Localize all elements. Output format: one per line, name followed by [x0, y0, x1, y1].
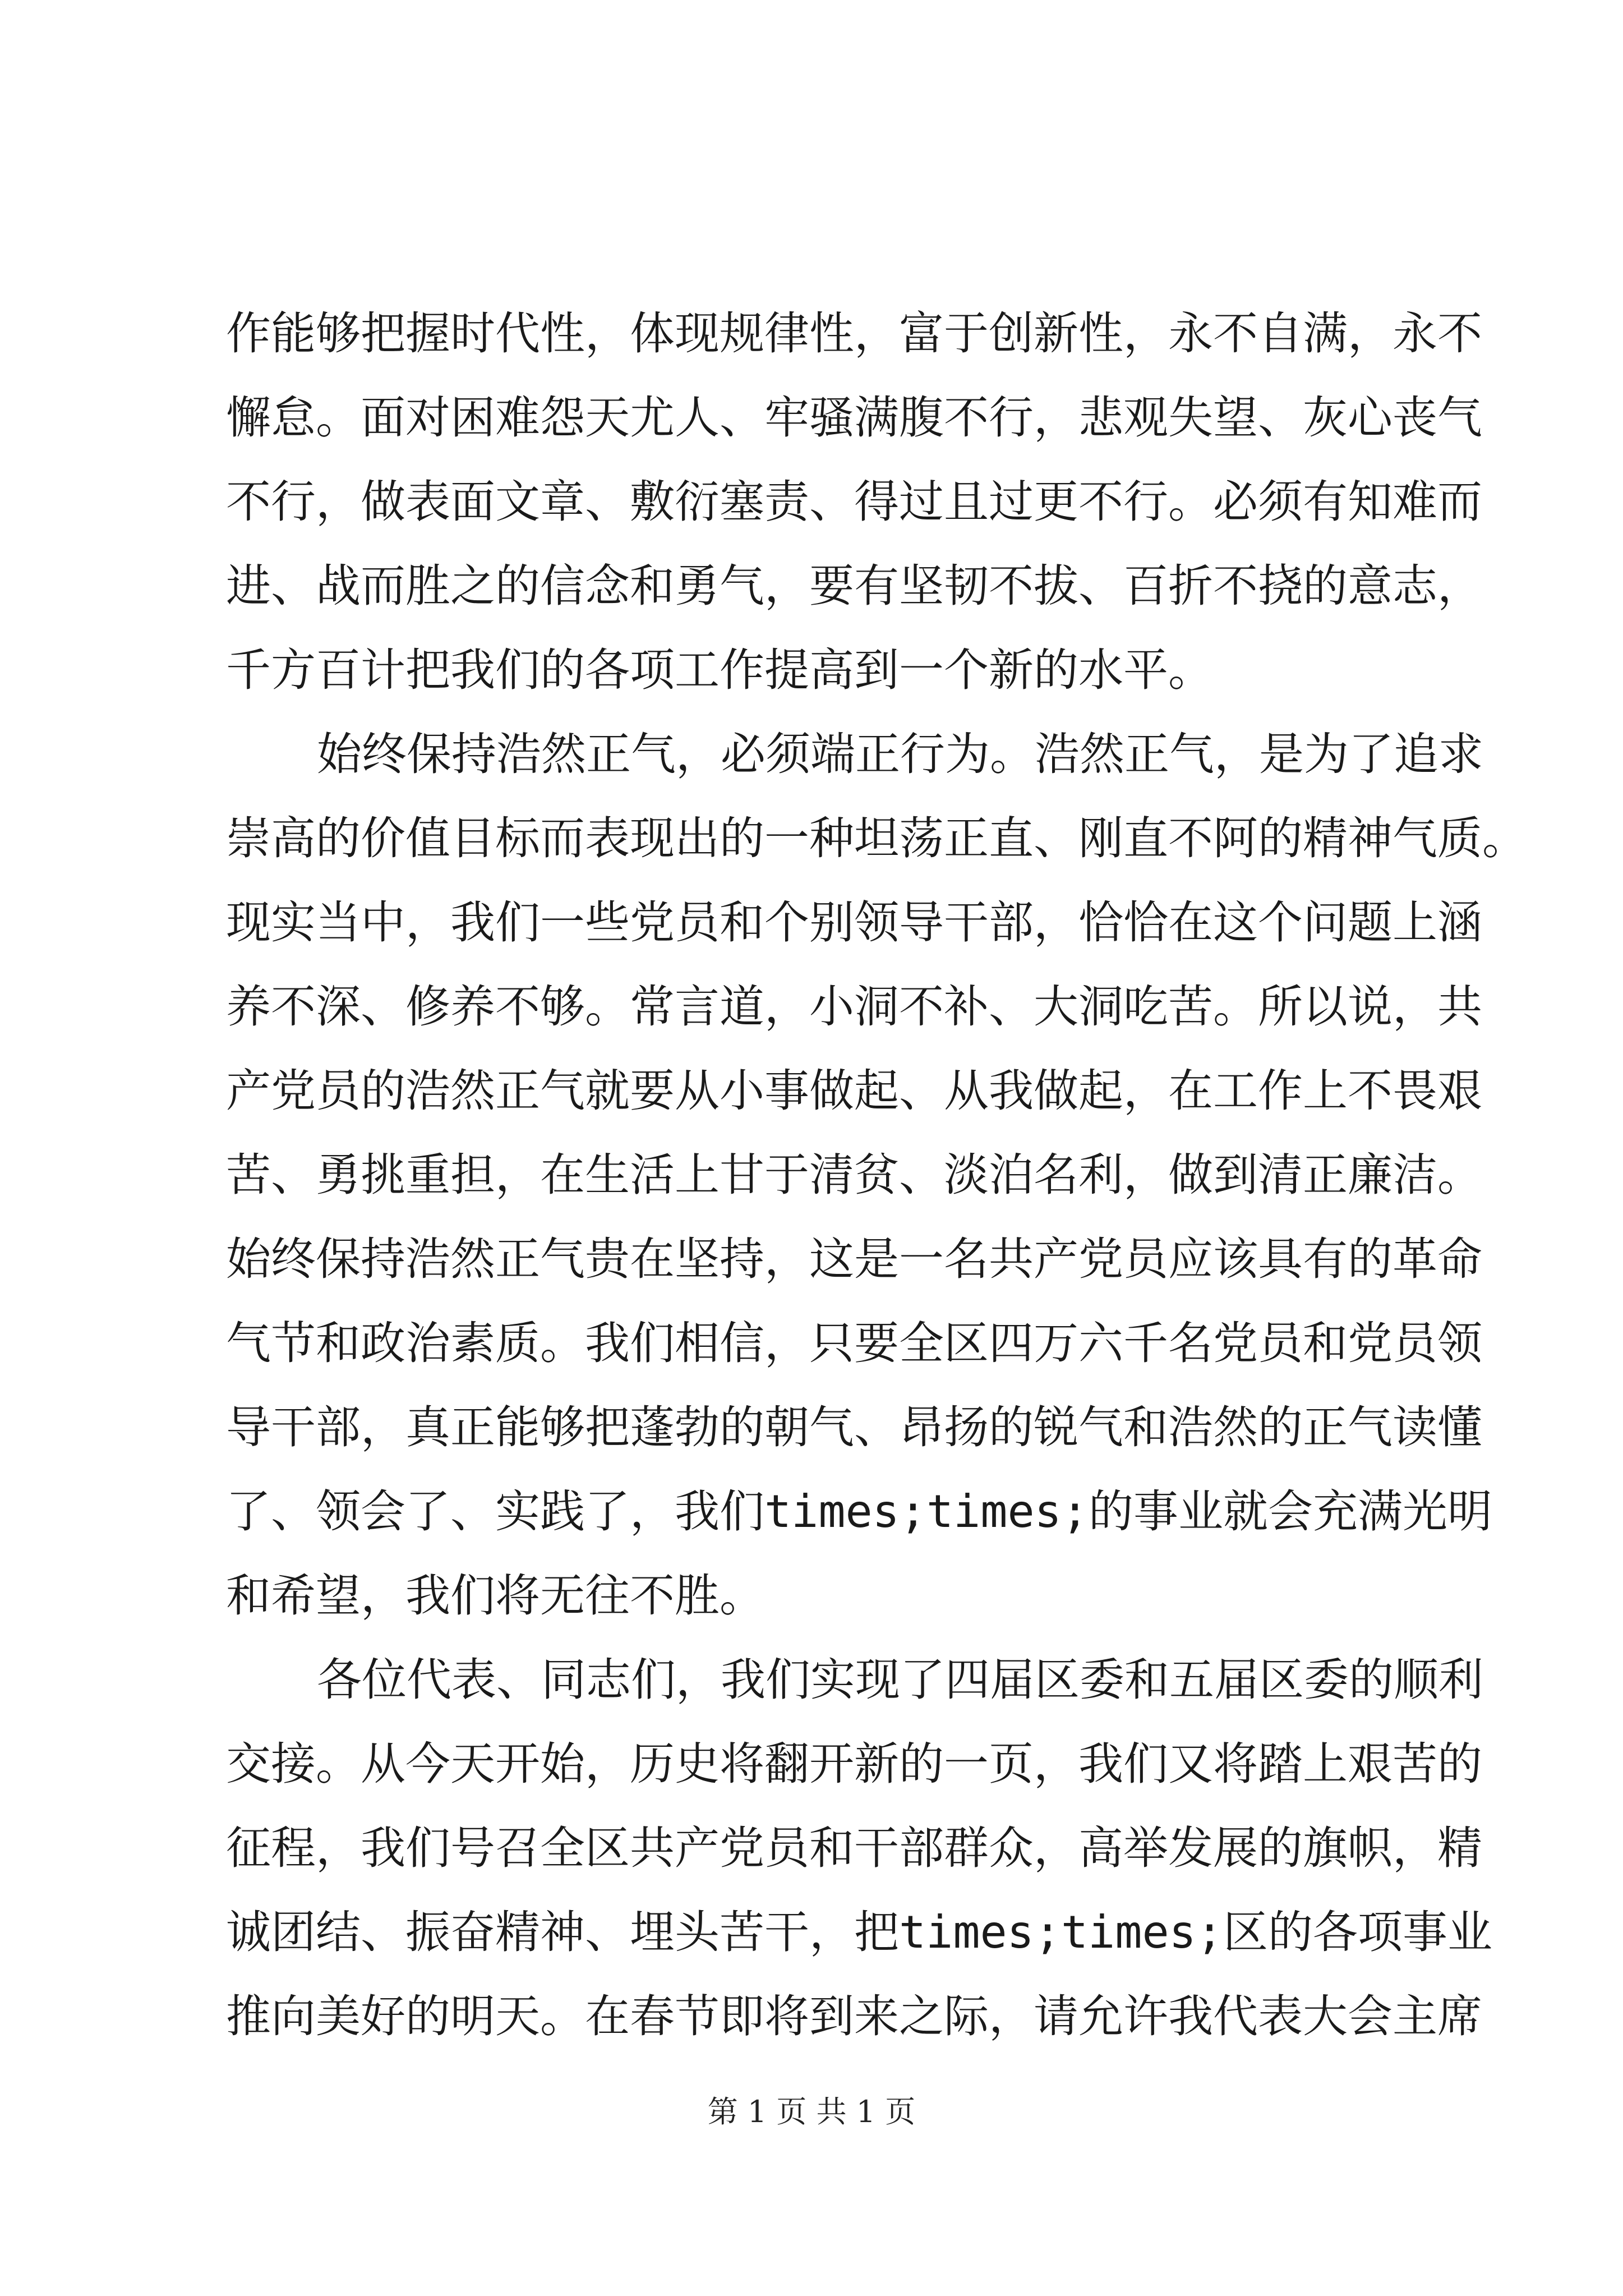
text-line: 现实当中，我们一些党员和个别领导干部，恰恰在这个问题上涵 [226, 896, 1482, 949]
text-line: 诚团结、振奋精神、埋头苦干，把times;times;区的各项事业 [226, 1906, 1492, 1958]
text-line: 千方百计把我们的各项工作提高到一个新的水平。 [226, 644, 1213, 696]
page-number-label: 第 1 页 共 1 页 [707, 2094, 916, 2129]
text-line: 征程，我们号召全区共产党员和干部群众，高举发展的旗帜，精 [226, 1822, 1482, 1874]
text-line: 养不深、修养不够。常言道，小洞不补、大洞吃苦。所以说，共 [226, 981, 1482, 1033]
document-body [226, 292, 1527, 2059]
text-line: 和希望，我们将无往不胜。 [226, 1570, 764, 1622]
paragraph-start-line: 各位代表、同志们，我们实现了四届区委和五届区委的顺利 [317, 1654, 1483, 1706]
text-line: 懈怠。面对困难怨天尤人、牢骚满腹不行，悲观失望、灰心丧气 [226, 392, 1482, 444]
text-line: 气节和政治素质。我们相信，只要全区四万六千名党员和党员领 [226, 1317, 1482, 1369]
text-line: 推向美好的明天。在春节即将到来之际，请允许我代表大会主席 [226, 1990, 1482, 2042]
text-line: 不行，做表面文章、敷衍塞责、得过且过更不行。必须有知难而 [226, 476, 1482, 528]
paragraph-start-line: 始终保持浩然正气，必须端正行为。浩然正气，是为了追求 [317, 728, 1483, 780]
text-line: 导干部，真正能够把蓬勃的朝气、昂扬的锐气和浩然的正气读懂 [226, 1401, 1482, 1453]
text-line: 作能够把握时代性，体现规律性，富于创新性，永不自满，永不 [226, 307, 1482, 360]
text-line: 产党员的浩然正气就要从小事做起、从我做起，在工作上不畏艰 [226, 1065, 1482, 1117]
page-footer [0, 2090, 1623, 2134]
text-line: 了、领会了、实践了，我们times;times;的事业就会充满光明 [226, 1485, 1492, 1538]
text-line: 崇高的价值目标而表现出的一种坦荡正直、刚直不阿的精神气质。 [226, 812, 1527, 864]
text-line: 始终保持浩然正气贵在坚持，这是一名共产党员应该具有的革命 [226, 1233, 1482, 1285]
text-line: 交接。从今天开始，历史将翻开新的一页，我们又将踏上艰苦的 [226, 1738, 1482, 1790]
text-line: 苦、勇挑重担，在生活上甘于清贫、淡泊名利，做到清正廉洁。 [226, 1149, 1482, 1201]
text-line: 进、战而胜之的信念和勇气，要有坚韧不拔、百折不挠的意志， [226, 560, 1482, 612]
